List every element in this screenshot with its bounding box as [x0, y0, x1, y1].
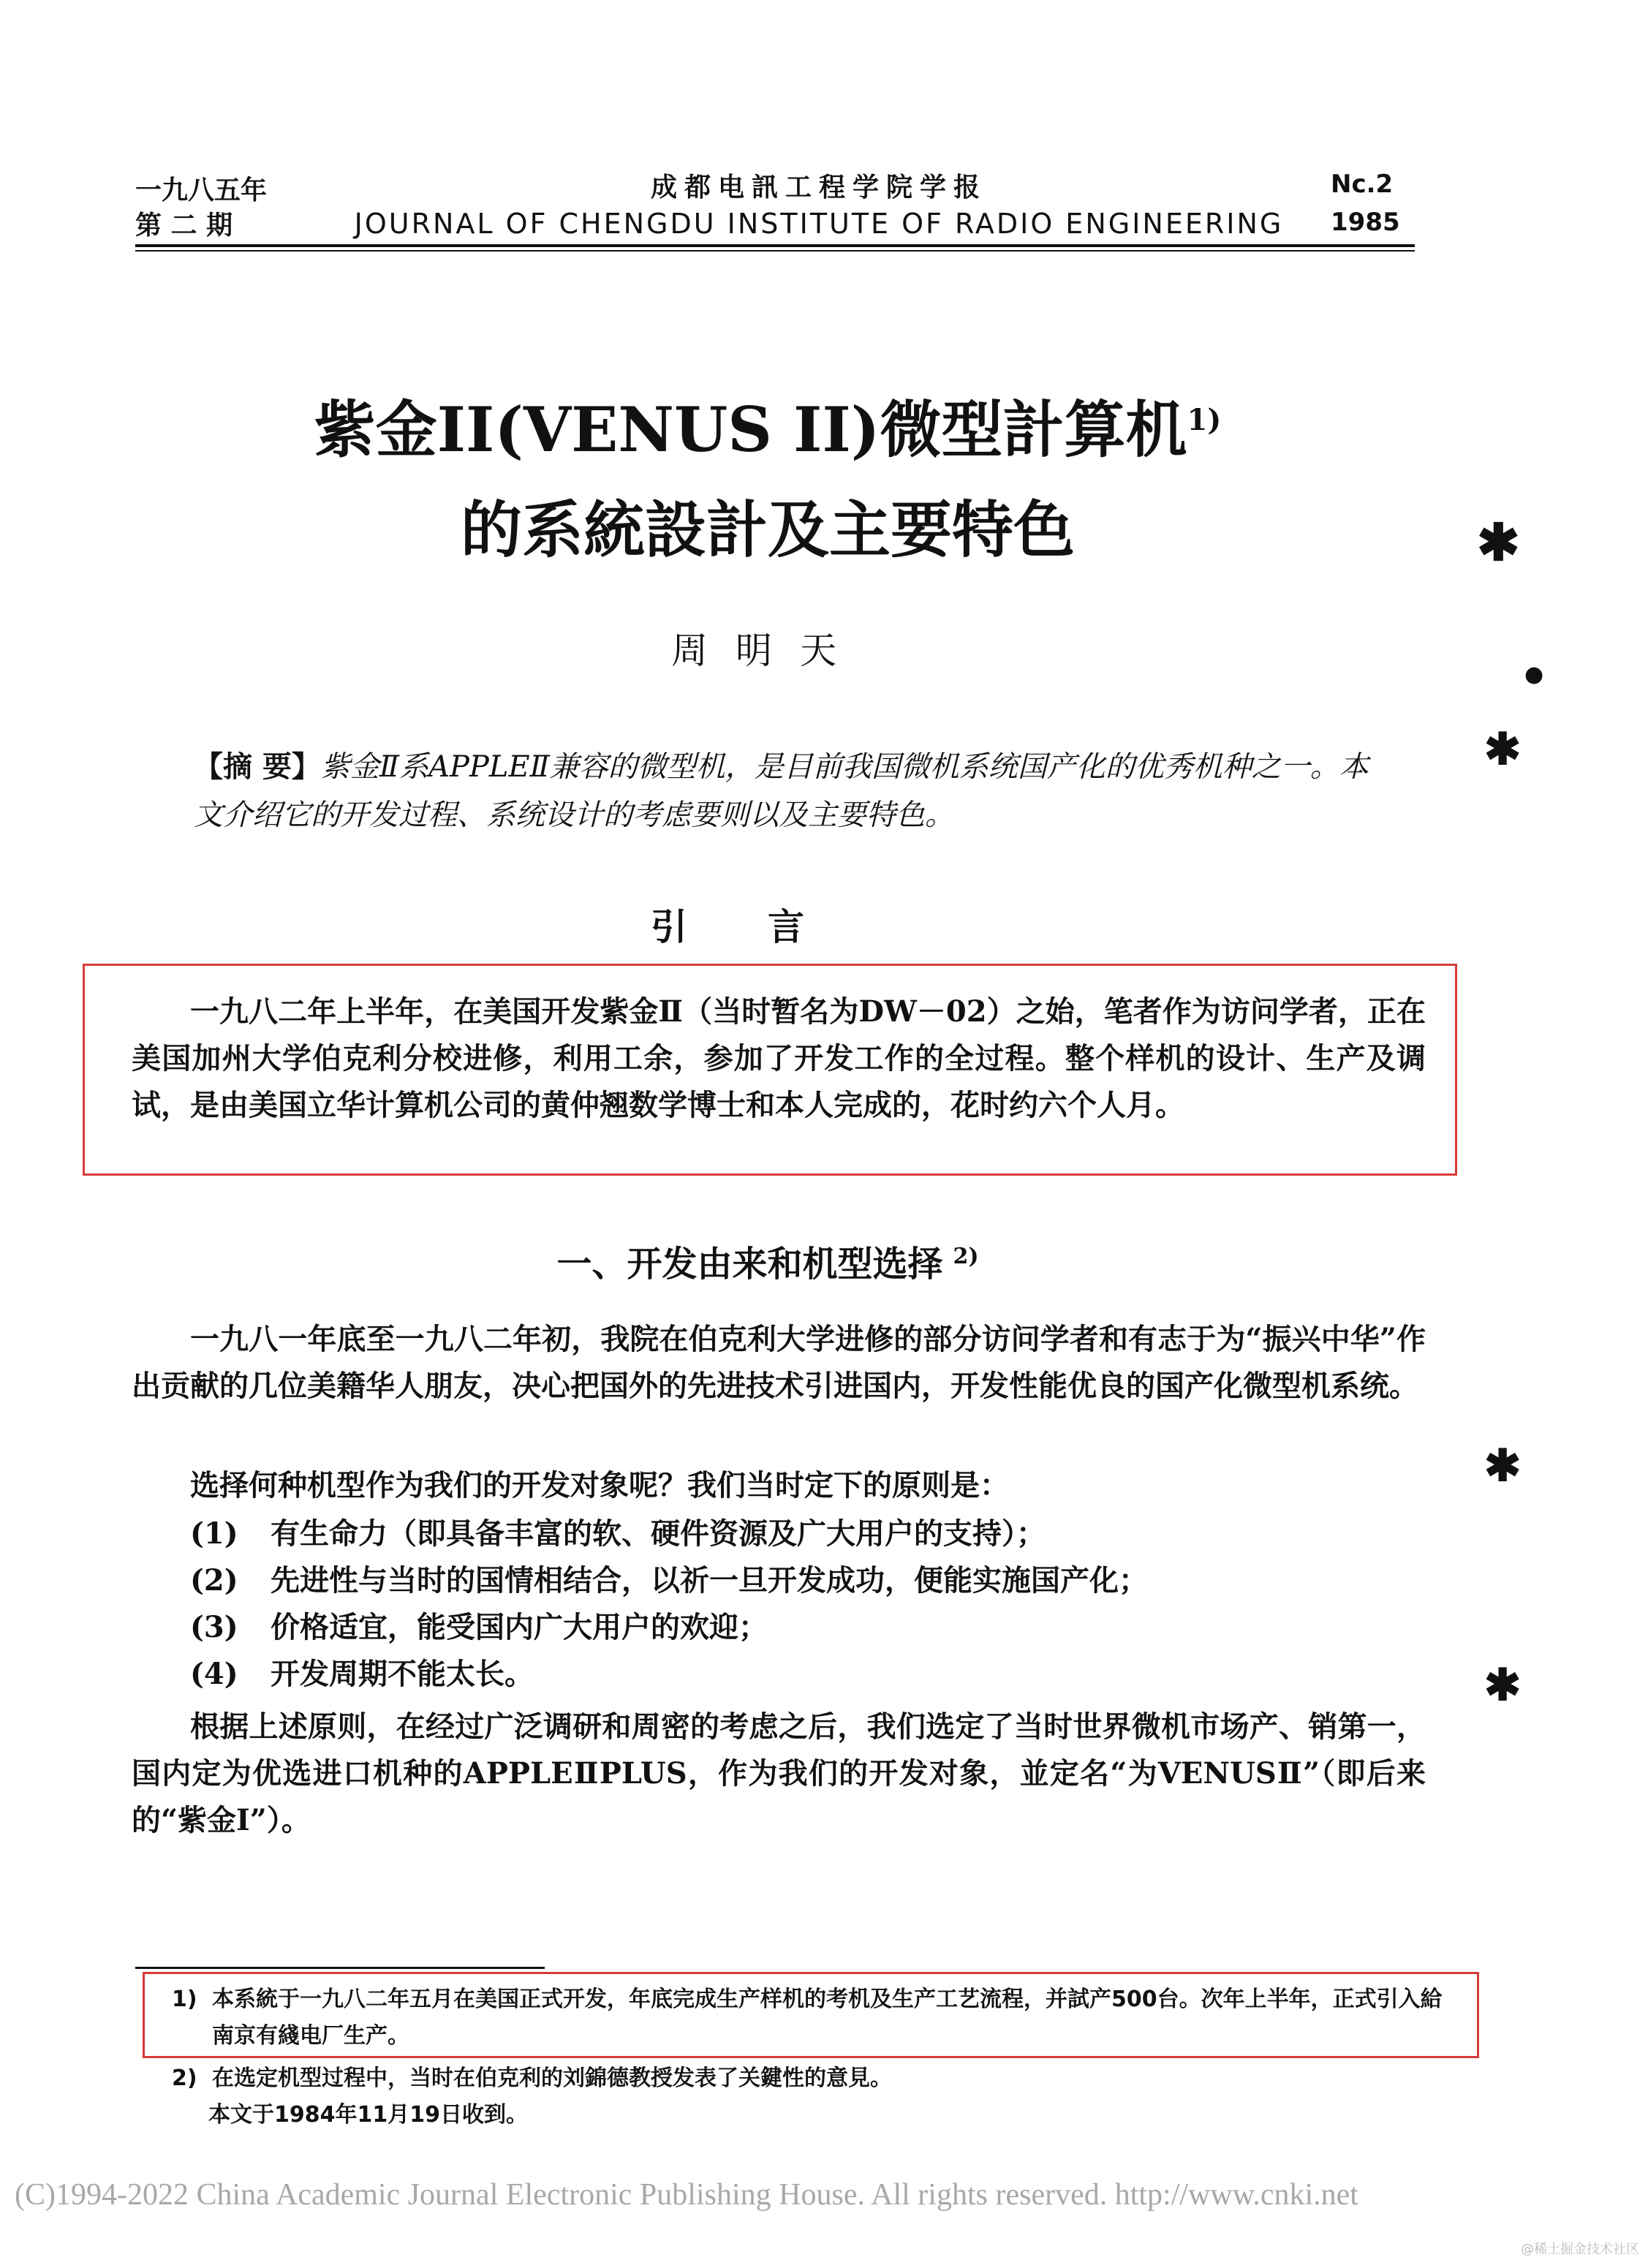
list-item: [190, 1651, 1396, 1698]
journal-date-issue: [135, 173, 267, 243]
margin-stamp-mark: ✱: [1484, 1660, 1522, 1711]
received-date: 本文于1984年11月19日收到。: [208, 2102, 528, 2128]
margin-stamp-mark: ✱: [1484, 724, 1522, 775]
list-item: [190, 1511, 1396, 1557]
footnote-1-number: 1): [172, 1987, 197, 2012]
title-line1-text: 紫金II(VENUS II)微型計算机: [314, 393, 1187, 466]
section1-paragraph1: 一九八一年底至一九八二年初，我院在伯克利大学进修的部分访问学者和有志于为“振兴中华”作出贡献的几位美籍华人朋友，决心把国外的先进技术引进国内，开发性能优良的国产化微型机系统。: [132, 1322, 1426, 1403]
section1-heading: [219, 1236, 1316, 1286]
journal-no-year: 1985: [1331, 208, 1400, 237]
intro-paragraph: 一九八二年上半年，在美国开发紫金Ⅱ（当时暂名为DW－02）之始，笔者作为访问学者，正在美国加州大学伯克利分校进修，利用工余，参加了开发工作的全过程。整个样机的设计、生产及调试，是由美国立华计算机公司的黄仲翘数学博士和本人完成的，花时约六个人月。: [132, 994, 1426, 1122]
header-rule-thin: [135, 250, 1415, 252]
journal-name-cn: 成都电訊工程学院学报: [650, 172, 987, 203]
watermark-text: @稀土掘金技术社区: [1521, 2242, 1639, 2257]
header-rule: [135, 244, 1415, 247]
list-item: [190, 1604, 1396, 1651]
margin-stamp-mark: ✱: [1477, 512, 1520, 572]
journal-name-en: JOURNAL OF CHENGDU INSTITUTE OF RADIO ENGINEERING: [354, 208, 1284, 240]
journal-name: [336, 170, 1301, 243]
article-title-line1: [219, 380, 1316, 470]
margin-stamp-mark: ✱: [1484, 1440, 1522, 1492]
list-item-number: (2): [190, 1563, 238, 1598]
title-footnote-marker: 1): [1187, 403, 1222, 437]
journal-no: Nc.2: [1331, 170, 1394, 199]
intro-heading: 引言: [651, 905, 885, 948]
list-item-text: 价格适宜，能受国内广大用户的欢迎；: [271, 1610, 768, 1644]
copyright-notice: (C)1994-2022 China Academic Journal Electronic Publishing House. All rights reserved. http://www.cnki.net: [15, 2178, 1358, 2212]
footnote-2-number: 2): [172, 2065, 197, 2091]
journal-number: [1331, 165, 1400, 241]
list-item-number: (1): [190, 1516, 238, 1551]
list-item-number: (3): [190, 1610, 238, 1644]
footnote-1-text: 本系統于一九八二年五月在美国正式开发，年底完成生产样机的考机及生产工艺流程，并試产500台。次年上半年，正式引入給南京有綫电厂生产。: [212, 1987, 1443, 2049]
author-name: 周明天: [671, 630, 864, 672]
article-title-line2: 的系統設計及主要特色: [460, 494, 1075, 566]
abstract-text: 紫金Ⅱ系APPLEⅡ兼容的微型机，是目前我国微机系统国产化的优秀机种之一。本文介绍它的开发过程、系统设计的考虑要则以及主要特色。: [194, 750, 1369, 832]
footnote-2-text: 在选定机型过程中，当时在伯克利的刘錦德教授发表了关鍵性的意見。: [212, 2065, 892, 2091]
section1-heading-text: 一、开发由来和机型选择: [556, 1244, 943, 1285]
section1-footnote-marker: 2): [953, 1244, 979, 1269]
list-item: [190, 1557, 1396, 1604]
section1-paragraph3: 根据上述原则，在经过广泛调研和周密的考虑之后，我们选定了当时世界微机市场产、销第一，国内定为优选进口机种的APPLEⅡPLUS，作为我们的开发对象，並定名“为VENUSⅡ”（即后来的“紫金Ⅰ”）。: [132, 1709, 1426, 1837]
footnote-2: [172, 2060, 1459, 2097]
list-item-text: 先进性与当时的国情相结合，以祈一旦开发成功，便能实施国产化；: [271, 1563, 1148, 1598]
list-item-text: 有生命力（即具备丰富的软、硬件资源及广大用户的支持）；: [271, 1516, 1046, 1551]
footnote-rule: [135, 1967, 545, 1969]
abstract-label: 【摘 要】: [194, 749, 321, 784]
footnote-1: [172, 1981, 1459, 2055]
principles-list: [190, 1511, 1396, 1698]
journal-issue: 第 二 期: [135, 210, 233, 241]
journal-year: 一九八五年: [135, 175, 268, 205]
section1-paragraph2: 选择何种机型作为我们的开发对象呢？我们当时定下的原则是：: [190, 1468, 1009, 1502]
margin-dot-mark: ●: [1524, 662, 1544, 687]
abstract: [194, 743, 1378, 839]
list-item-text: 开发周期不能太长。: [271, 1657, 534, 1691]
list-item-number: (4): [190, 1657, 238, 1691]
